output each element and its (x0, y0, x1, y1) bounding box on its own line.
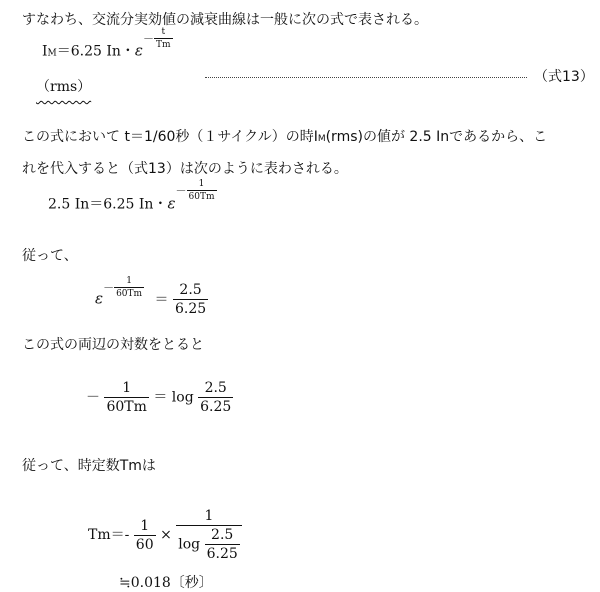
log-word: log (171, 389, 194, 406)
equation-tm (88, 508, 242, 562)
tm-log-den: 6.25 (206, 546, 238, 562)
ratio-fraction (173, 282, 208, 317)
ratio-den: 6.25 (174, 301, 207, 317)
equation-log (86, 380, 233, 415)
eq13-exp-den: Tm (155, 40, 171, 50)
tm-fraction-1 (134, 518, 156, 553)
tm-f1-num: 1 (140, 517, 150, 534)
log-minus: － (86, 389, 100, 406)
para2-text-a: この式において t＝1/60秒（１サイクル）の時I (22, 129, 318, 145)
para2-sub: M (317, 134, 326, 144)
ratio-exp-den: 60Tm (116, 289, 143, 299)
eq13-lhs: I (42, 43, 48, 60)
eqsub-exp-fraction (187, 179, 217, 202)
ratio-equals: ＝ (154, 291, 169, 308)
log-rhs-den: 6.25 (200, 399, 232, 415)
therefore-2: 従って、時定数Tmは (22, 458, 156, 474)
intro-text: すなわち、交流分実効値の減衰曲線は一般に次の式で表される。 (22, 12, 428, 28)
tm-lhs: Tm＝- (88, 527, 130, 543)
log-lhs-fraction (104, 380, 148, 415)
ratio-exp-fraction (114, 276, 144, 299)
eq13-epsilon: ε (134, 41, 143, 60)
eqsub-exp-den: 60Tm (188, 192, 215, 202)
eq13-exp-fraction (154, 27, 173, 50)
log-rhs-fraction (198, 380, 233, 415)
eqsub-exp-num: 1 (198, 179, 205, 189)
paragraph-2-line-1 (22, 126, 547, 146)
eq13-lhs-sub: M (47, 48, 57, 59)
log-lhs-num: 1 (122, 380, 132, 396)
eqsub-exp-sign: － (175, 184, 187, 198)
result-value: ≒0.018〔秒〕 (119, 575, 213, 591)
tm-fraction-2 (176, 508, 242, 562)
eqsub-lhs: 2.5 In＝6.25 In・ (48, 196, 168, 213)
paragraph-2-line-2: れを代入すると（式13）は次のように表わされる。 (22, 161, 348, 177)
ratio-exp-sign: － (103, 281, 115, 295)
log-equals: ＝ (153, 389, 168, 406)
eq13-label: （式13） (534, 69, 594, 85)
ratio-exp-num: 1 (126, 276, 132, 286)
eq13-exponent (143, 27, 173, 50)
ratio-exponent (103, 276, 144, 299)
equation-substituted (48, 179, 217, 216)
eqsub-epsilon: ε (167, 194, 176, 213)
tm-f1-den: 60 (135, 536, 154, 553)
leader-dots (205, 77, 527, 78)
ratio-epsilon: ε (95, 289, 104, 308)
eq13-exp-num: t (161, 27, 166, 37)
tm-log-fraction (205, 527, 240, 562)
eq13-rms-text: （rms） (36, 79, 92, 95)
eq13-rms (36, 76, 91, 96)
tm-f2-den (176, 525, 242, 562)
tm-log-word: log (178, 536, 201, 553)
equation-13 (42, 27, 173, 63)
ratio-num: 2.5 (179, 282, 202, 298)
eq13-exp-sign: － (142, 32, 154, 46)
paragraph-3: この式の両辺の対数をとると (22, 337, 204, 353)
tm-f2-num: 1 (204, 508, 214, 524)
therefore-1: 従って、 (22, 248, 78, 264)
eq13-mid: ＝6.25 In・ (56, 43, 135, 60)
equation-ratio (95, 276, 208, 317)
para2-text-b: (rms)の値が 2.5 Inであるから、こ (325, 129, 548, 145)
log-rhs-num: 2.5 (204, 380, 227, 396)
tm-log-num: 2.5 (211, 527, 234, 543)
eqsub-exponent (176, 179, 217, 202)
tm-times: × (160, 527, 172, 543)
log-lhs-den: 60Tm (106, 399, 147, 415)
